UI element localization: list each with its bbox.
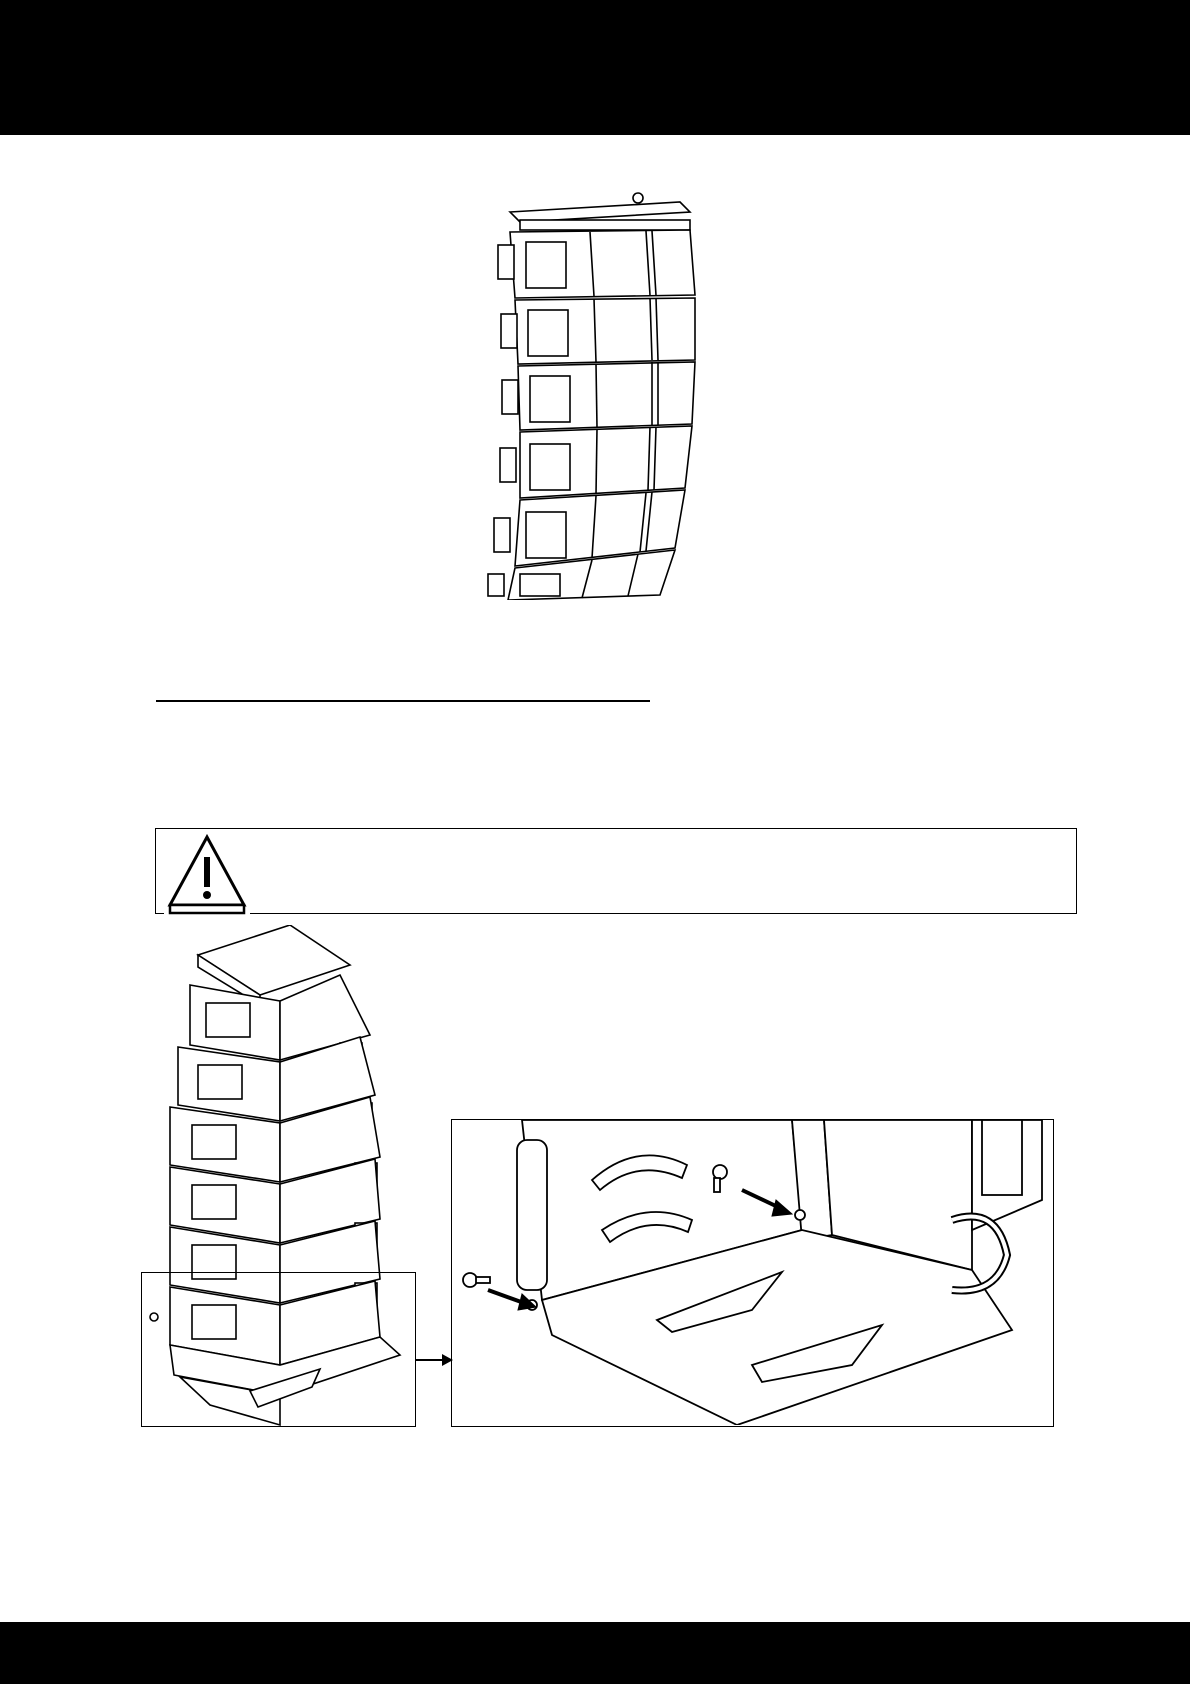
footer-bar [0,1622,1190,1684]
callout-arrow-icon [416,1352,454,1368]
detail-inset-box [141,1272,416,1427]
warning-triangle-icon [164,833,250,915]
header-bar [0,0,1190,135]
line-array-curved-illustration [470,190,720,600]
warning-box [155,828,1077,914]
rigging-pin-detail-illustration [451,1119,1054,1427]
section-rule [156,700,650,702]
